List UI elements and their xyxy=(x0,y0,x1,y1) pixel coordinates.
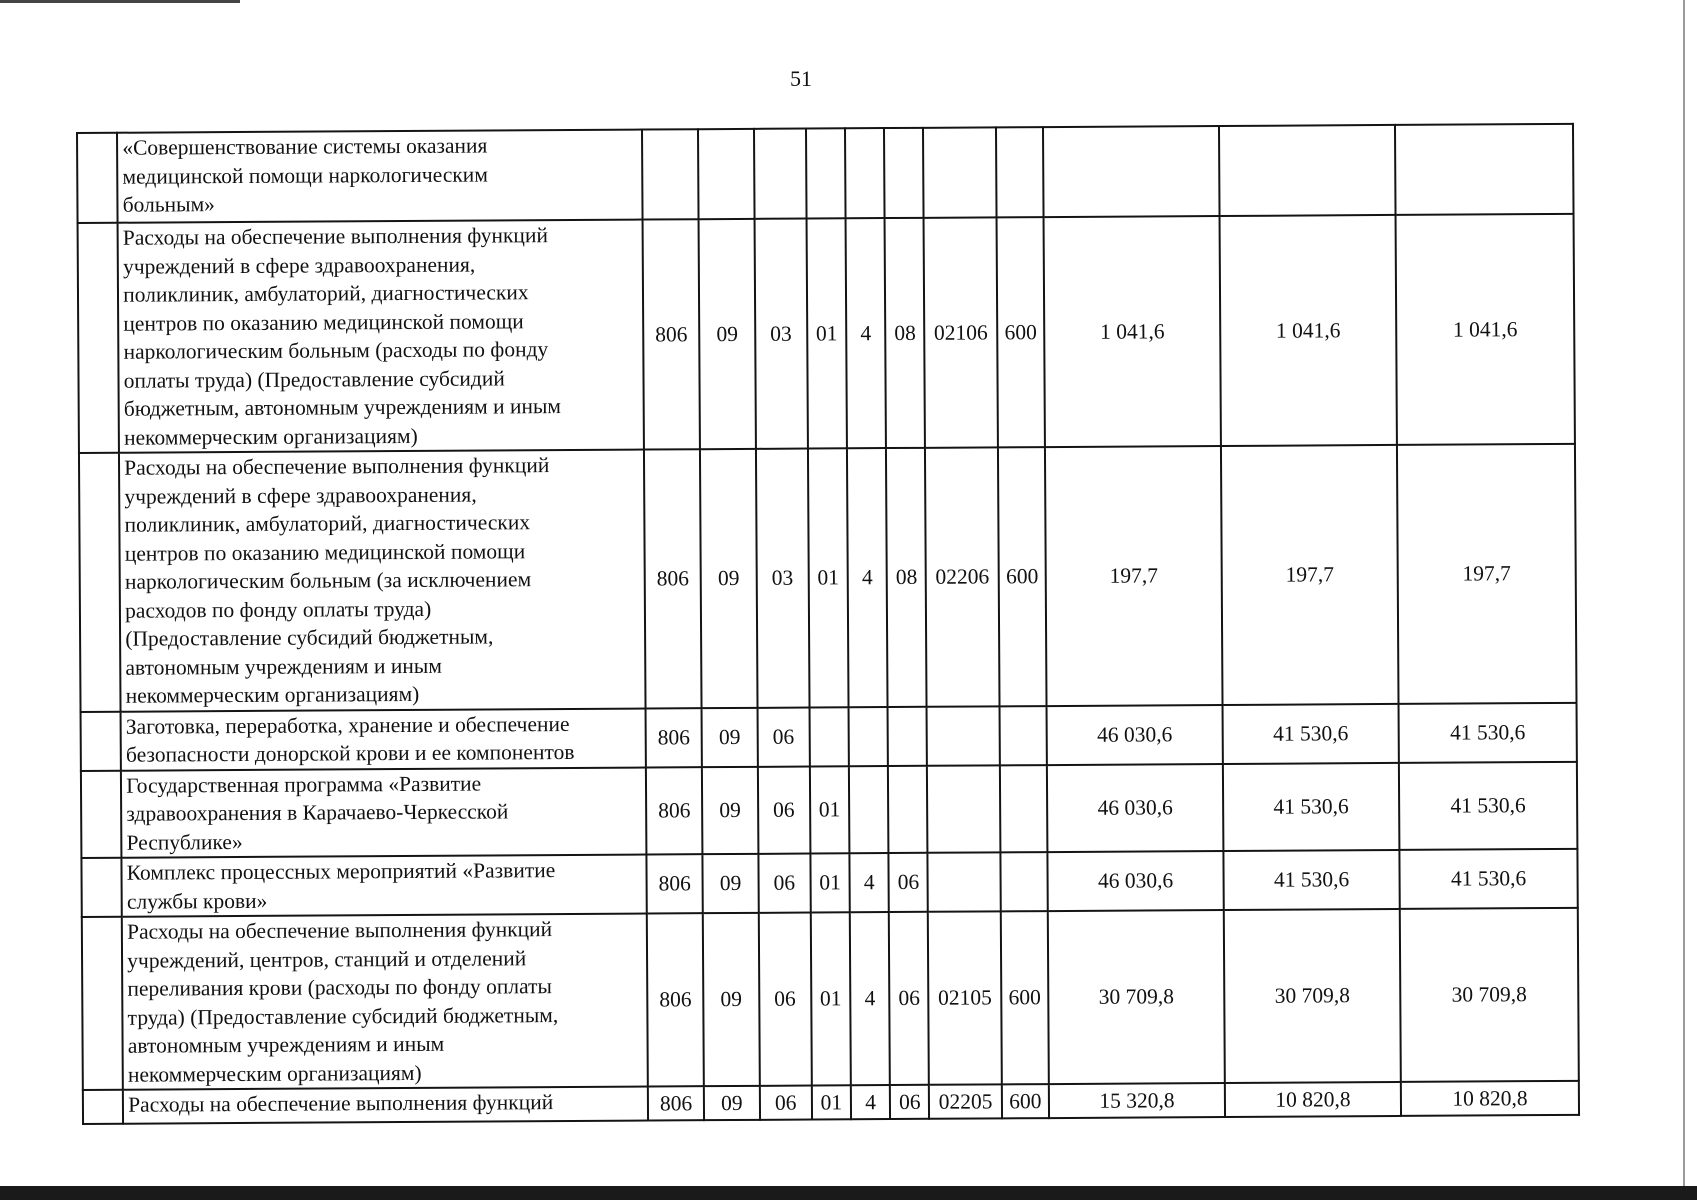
amount-year-1-cell: 30 709,8 xyxy=(1048,910,1225,1084)
program-code-cell: 01 xyxy=(811,912,851,1085)
direction-code-cell: 4 xyxy=(850,912,890,1085)
expense-item-code-cell xyxy=(928,852,1001,911)
amount-year-2-cell: 30 709,8 xyxy=(1224,909,1401,1083)
subprogram-code-cell: 08 xyxy=(886,448,927,707)
ministry-code-cell: 806 xyxy=(643,219,701,449)
expense-item-code-cell: 02106 xyxy=(924,217,998,447)
table-row xyxy=(81,702,1577,770)
amount-year-2-cell: 197,7 xyxy=(1221,445,1399,705)
amount-year-1-cell: 15 320,8 xyxy=(1049,1083,1225,1118)
row-number-cell xyxy=(83,1090,123,1124)
row-name-cell: Расходы на обеспечение выполнения функций учреждений в сфере здравоохранения, поликлиник, амбулаторий, диагностических центров по оказанию медицинской помощи наркологическим больным (расходы по фонду оплаты труда) (Предоставление субсидий бюджетным, автономным учреждениям и иным некоммерческим организациям) xyxy=(118,220,644,453)
amount-year-1-cell: 46 030,6 xyxy=(1047,851,1223,911)
row-name-cell: «Совершенствование системы оказания медицинской помощи наркологическим больным» xyxy=(117,130,642,223)
ministry-code-cell: 806 xyxy=(647,913,704,1086)
program-code-cell: 01 xyxy=(810,853,850,912)
row-number-cell xyxy=(78,223,120,453)
table-row xyxy=(77,124,1574,223)
table-row xyxy=(79,444,1577,712)
expense-type-code-cell: 600 xyxy=(1002,1084,1049,1118)
subsection-code-cell: 06 xyxy=(757,707,810,766)
row-number-cell xyxy=(82,917,123,1090)
section-code-cell: 09 xyxy=(703,854,759,913)
expense-item-code-cell: 02205 xyxy=(929,1084,1002,1118)
program-code-cell: 01 xyxy=(806,218,847,448)
row-number-cell xyxy=(77,133,118,223)
amount-year-2-cell: 1 041,6 xyxy=(1220,215,1397,446)
table-row xyxy=(81,761,1578,858)
expense-item-code-cell: 02105 xyxy=(928,911,1001,1084)
table-body xyxy=(77,124,1579,1124)
row-name-cell: Расходы на обеспечение выполнения функций xyxy=(123,1087,648,1124)
section-code-cell xyxy=(698,129,754,219)
expense-item-code-cell xyxy=(927,765,1000,853)
expense-type-code-cell xyxy=(999,706,1047,765)
subprogram-code-cell: 06 xyxy=(889,912,929,1085)
row-name-cell: Расходы на обеспечение выполнения функций учреждений в сфере здравоохранения, поликлиник, амбулаторий, диагностических центров по оказанию медицинской помощи наркологическим больным (за исключением расходов по фонду оплаты труда) (Предоставление субсидий бюджетным, автономным учреждениям и иным некоммерческим организациям) xyxy=(119,450,645,712)
amount-year-2-cell: 41 530,6 xyxy=(1223,850,1399,910)
expense-type-code-cell xyxy=(1000,765,1048,853)
amount-year-1-cell: 1 041,6 xyxy=(1044,216,1221,447)
ministry-code-cell: 806 xyxy=(646,854,703,913)
amount-year-3-cell: 197,7 xyxy=(1397,444,1577,704)
row-number-cell xyxy=(79,453,121,712)
amount-year-3-cell: 41 530,6 xyxy=(1399,849,1577,909)
section-code-cell: 09 xyxy=(699,219,756,449)
budget-table xyxy=(76,123,1580,1125)
subsection-code-cell: 06 xyxy=(758,913,811,1086)
program-code-cell xyxy=(806,128,846,218)
row-name-cell: Государственная программа «Развитие здравоохранения в Карачаево-Черкесской Республике» xyxy=(121,767,646,858)
amount-year-3-cell: 1 041,6 xyxy=(1395,214,1574,445)
amount-year-3-cell: 30 709,8 xyxy=(1400,908,1579,1082)
subsection-code-cell: 03 xyxy=(756,449,810,708)
subprogram-code-cell: 06 xyxy=(890,1085,929,1119)
amount-year-3-cell: 41 530,6 xyxy=(1399,761,1578,850)
ministry-code-cell: 806 xyxy=(648,1086,705,1120)
section-code-cell: 09 xyxy=(703,913,759,1086)
scan-bottom-edge xyxy=(0,1186,1697,1200)
amount-year-2-cell xyxy=(1219,125,1395,216)
row-name-cell: Расходы на обеспечение выполнения функций учреждений, центров, станций и отделений переливания крови (расходы по фонду оплаты труда) (Предоставление субсидий бюджетным, автономным учреждениям и иным некоммерческим организациям) xyxy=(122,914,648,1090)
amount-year-2-cell: 10 820,8 xyxy=(1225,1082,1401,1117)
subprogram-code-cell: 06 xyxy=(889,853,929,912)
table-row xyxy=(82,908,1579,1090)
expense-item-code-cell: 02206 xyxy=(925,447,999,706)
direction-code-cell: 4 xyxy=(847,448,888,707)
row-name-cell: Заготовка, переработка, хранение и обеспечение безопасности донорской крови и ее компонентов xyxy=(121,708,646,770)
subsection-code-cell: 03 xyxy=(754,219,808,449)
row-number-cell xyxy=(81,858,122,917)
expense-type-code-cell xyxy=(996,127,1044,217)
amount-year-1-cell: 46 030,6 xyxy=(1047,764,1223,853)
direction-code-cell: 4 xyxy=(849,853,889,912)
subprogram-code-cell xyxy=(888,765,928,853)
amount-year-1-cell: 197,7 xyxy=(1045,446,1223,706)
page-number: 51 xyxy=(790,66,812,91)
amount-year-2-cell: 41 530,6 xyxy=(1223,703,1399,763)
program-code-cell xyxy=(809,707,849,766)
subsection-code-cell: 06 xyxy=(758,854,811,913)
subsection-code-cell: 06 xyxy=(757,766,810,854)
row-number-cell xyxy=(81,711,122,770)
amount-year-3-cell: 41 530,6 xyxy=(1398,702,1576,762)
direction-code-cell: 4 xyxy=(846,218,887,448)
amount-year-3-cell: 10 820,8 xyxy=(1401,1081,1579,1116)
amount-year-1-cell xyxy=(1043,126,1219,217)
expense-type-code-cell: 600 xyxy=(998,447,1047,706)
ministry-code-cell: 806 xyxy=(646,708,703,767)
section-code-cell: 09 xyxy=(702,707,758,766)
table-row xyxy=(81,849,1577,917)
row-number-cell xyxy=(81,770,122,858)
program-code-cell: 01 xyxy=(812,1085,851,1119)
section-code-cell: 09 xyxy=(704,1086,759,1120)
row-name-cell: Комплекс процессных мероприятий «Развитие службы крови» xyxy=(122,855,647,917)
direction-code-cell xyxy=(849,707,889,766)
subprogram-code-cell: 08 xyxy=(885,218,926,448)
amount-year-3-cell xyxy=(1395,124,1574,215)
ministry-code-cell: 806 xyxy=(644,449,702,708)
expense-type-code-cell: 600 xyxy=(1001,911,1049,1084)
subsection-code-cell xyxy=(754,129,807,219)
amount-year-2-cell: 41 530,6 xyxy=(1223,762,1399,851)
program-code-cell: 01 xyxy=(810,766,850,854)
scan-top-edge xyxy=(0,0,240,3)
subprogram-code-cell xyxy=(884,128,924,218)
section-code-cell: 09 xyxy=(702,766,758,854)
expense-item-code-cell xyxy=(923,127,996,217)
table-row xyxy=(78,214,1575,453)
subsection-code-cell: 06 xyxy=(759,1086,811,1120)
direction-code-cell xyxy=(849,766,889,854)
ministry-code-cell: 806 xyxy=(646,767,703,855)
program-code-cell: 01 xyxy=(808,448,849,707)
expense-type-code-cell xyxy=(1000,852,1048,911)
ministry-code-cell xyxy=(642,129,699,219)
direction-code-cell xyxy=(845,128,885,218)
direction-code-cell: 4 xyxy=(851,1085,890,1119)
amount-year-1-cell: 46 030,6 xyxy=(1047,705,1223,765)
subprogram-code-cell xyxy=(888,706,928,765)
expense-item-code-cell xyxy=(927,706,1000,765)
scan-right-edge xyxy=(1683,0,1685,1200)
expense-type-code-cell: 600 xyxy=(996,217,1045,447)
section-code-cell: 09 xyxy=(700,449,757,708)
